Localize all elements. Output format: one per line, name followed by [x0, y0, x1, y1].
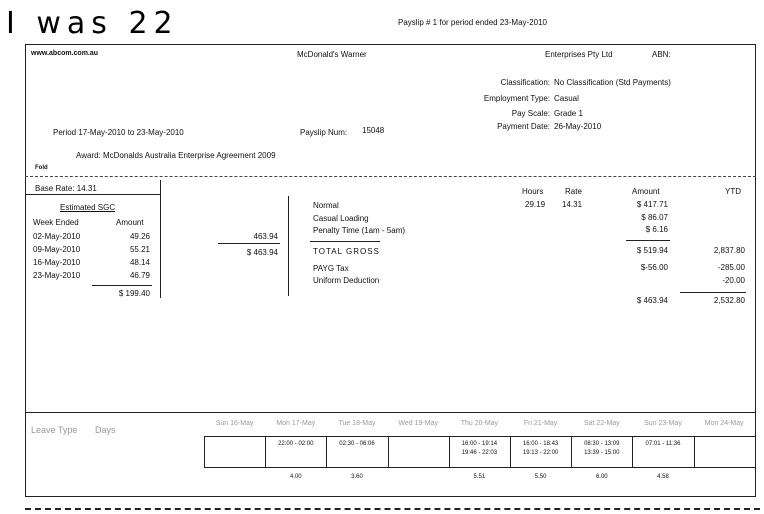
classification-value: No Classification (Std Payments): [554, 78, 671, 87]
roster-shift-hours: 5.51: [473, 474, 486, 480]
sgc-title: Estimated SGC: [60, 203, 116, 212]
sgc-total: $ 199.40: [118, 289, 150, 298]
employment-type-label: Employment Type:: [483, 94, 550, 103]
pay-scale-label: Pay Scale:: [511, 109, 550, 118]
cut-line: [25, 508, 760, 510]
total-gross-ytd: 2,837.80: [713, 246, 745, 255]
website: www.abcom.com.au: [31, 50, 99, 57]
roster-day-header: Mon 24-May: [704, 420, 744, 427]
gross-amount-line: [626, 240, 670, 241]
roster-shift-hours: 4.58: [657, 474, 669, 480]
roster-day-header: Sun 23-May: [644, 420, 682, 427]
employment-type-value: Casual: [554, 94, 579, 103]
payment-date-label: Payment Date:: [497, 122, 550, 131]
roster-shift-time: 16:00 - 19:14 19:46 - 22:03: [461, 441, 498, 456]
roster-top-line: [25, 412, 756, 413]
payg-label: PAYG Tax: [313, 264, 349, 273]
fold-label: Fold: [35, 165, 48, 171]
sgc-col-week: Week Ended: [33, 218, 79, 227]
award: Award: McDonalds Australia Enterprise Agreement 2009: [76, 151, 276, 160]
classification-label: Classification:: [500, 78, 550, 87]
col-hours: Hours: [522, 187, 544, 196]
net-pay-amount: $ 463.94: [636, 296, 668, 305]
abn-label: ABN:: [652, 50, 671, 59]
earning-normal-label: Normal: [313, 201, 339, 210]
net-pay-ytd: 2,532.80: [713, 296, 745, 305]
roster-shift-hours: 3.60: [351, 474, 363, 480]
total-gross-amount: $ 519.94: [636, 246, 668, 255]
sgc-amount: 55.21: [129, 245, 150, 254]
payslip-num-value: 15048: [362, 126, 385, 135]
handwritten-note: I was 22: [6, 6, 179, 41]
payslip-title: Payslip # 1 for period ended 23-May-2010: [398, 18, 547, 27]
base-rate: Base Rate: 14.31: [35, 184, 97, 193]
roster-shift-time: 22:00 - 02:00: [278, 441, 314, 447]
gross-label-line: [310, 241, 380, 242]
net-pay-middle: $ 463.94: [246, 248, 278, 257]
roster-shift-time: 07:01 - 11:36: [645, 441, 681, 447]
earning-penalty-label: Penalty Time (1am - 5am): [313, 226, 406, 235]
payg-ytd: -285.00: [717, 263, 745, 272]
roster-shift-time: 08:30 - 13:09 13:39 - 15:00: [584, 441, 620, 456]
sgc-week: 02-May-2010: [33, 232, 81, 241]
middle-column-divider: [288, 196, 289, 296]
sgc-week: 23-May-2010: [33, 271, 81, 280]
roster-shift-hours: 4.00: [289, 474, 302, 480]
roster-day-header: Wed 19-May: [398, 420, 438, 427]
left-column-divider: [160, 180, 161, 298]
sgc-week: 16-May-2010: [33, 258, 81, 267]
uniform-label: Uniform Deduction: [313, 276, 380, 285]
days-header: Days: [95, 425, 116, 435]
roster-shift-time: 16:00 - 18:43 19:13 - 22:00: [522, 441, 559, 456]
roster-shift-hours: 5.50: [534, 474, 547, 480]
middle-divider: [218, 243, 280, 244]
gross-net-value: 463.94: [253, 232, 278, 241]
roster-shift-cell: [204, 436, 266, 468]
sgc-amount: 48.14: [129, 258, 150, 267]
earning-normal-rate: 14.31: [562, 200, 583, 209]
base-rate-divider: [25, 194, 161, 195]
col-rate: Rate: [565, 187, 582, 196]
uniform-ytd: -20.00: [722, 276, 745, 285]
sgc-amount: 49.26: [129, 232, 150, 241]
fold-line: [25, 176, 756, 177]
roster-day-header: Sun 16-May: [215, 420, 254, 427]
ytd-net-line: [680, 292, 746, 293]
payment-date-value: 26-May-2010: [554, 122, 602, 131]
roster-shift-hours: 6.00: [595, 474, 608, 480]
pay-scale-value: Grade 1: [554, 109, 583, 118]
total-gross-label: TOTAL GROSS: [313, 247, 380, 256]
sgc-amount: 46.79: [129, 271, 150, 280]
pay-period: Period 17-May-2010 to 23-May-2010: [53, 128, 184, 137]
roster-day-header: Mon 17-May: [276, 420, 316, 427]
roster-shift-cell: [388, 436, 450, 468]
earning-casual-amount: $ 86.07: [641, 213, 668, 222]
roster-shift-cell: [694, 436, 756, 468]
roster-day-header: Tue 18-May: [338, 420, 376, 427]
roster-shift-time: 02:30 - 06:06: [339, 441, 375, 447]
earning-casual-label: Casual Loading: [313, 214, 369, 223]
sgc-week: 09-May-2010: [33, 245, 81, 254]
roster-day-header: Thu 20-May: [460, 420, 499, 427]
sgc-total-line: [92, 285, 152, 286]
roster-day-header: Fri 21-May: [523, 420, 558, 427]
earning-penalty-amount: $ 6.16: [645, 225, 668, 234]
payslip-num-label: Payslip Num:: [300, 128, 348, 137]
roster-day-header: Sat 22-May: [583, 420, 620, 427]
payg-amount: $-56.00: [640, 263, 668, 272]
earning-normal-amount: $ 417.71: [636, 200, 668, 209]
employer-name: McDonald's Warner: [297, 50, 367, 59]
sgc-col-amount: Amount: [116, 218, 144, 227]
employer-suffix: Enterprises Pty Ltd: [545, 50, 613, 59]
leave-type-header: Leave Type: [31, 425, 78, 435]
col-amount: Amount: [632, 187, 660, 196]
col-ytd: YTD: [725, 187, 741, 196]
earning-normal-hours: 29.19: [525, 200, 546, 209]
